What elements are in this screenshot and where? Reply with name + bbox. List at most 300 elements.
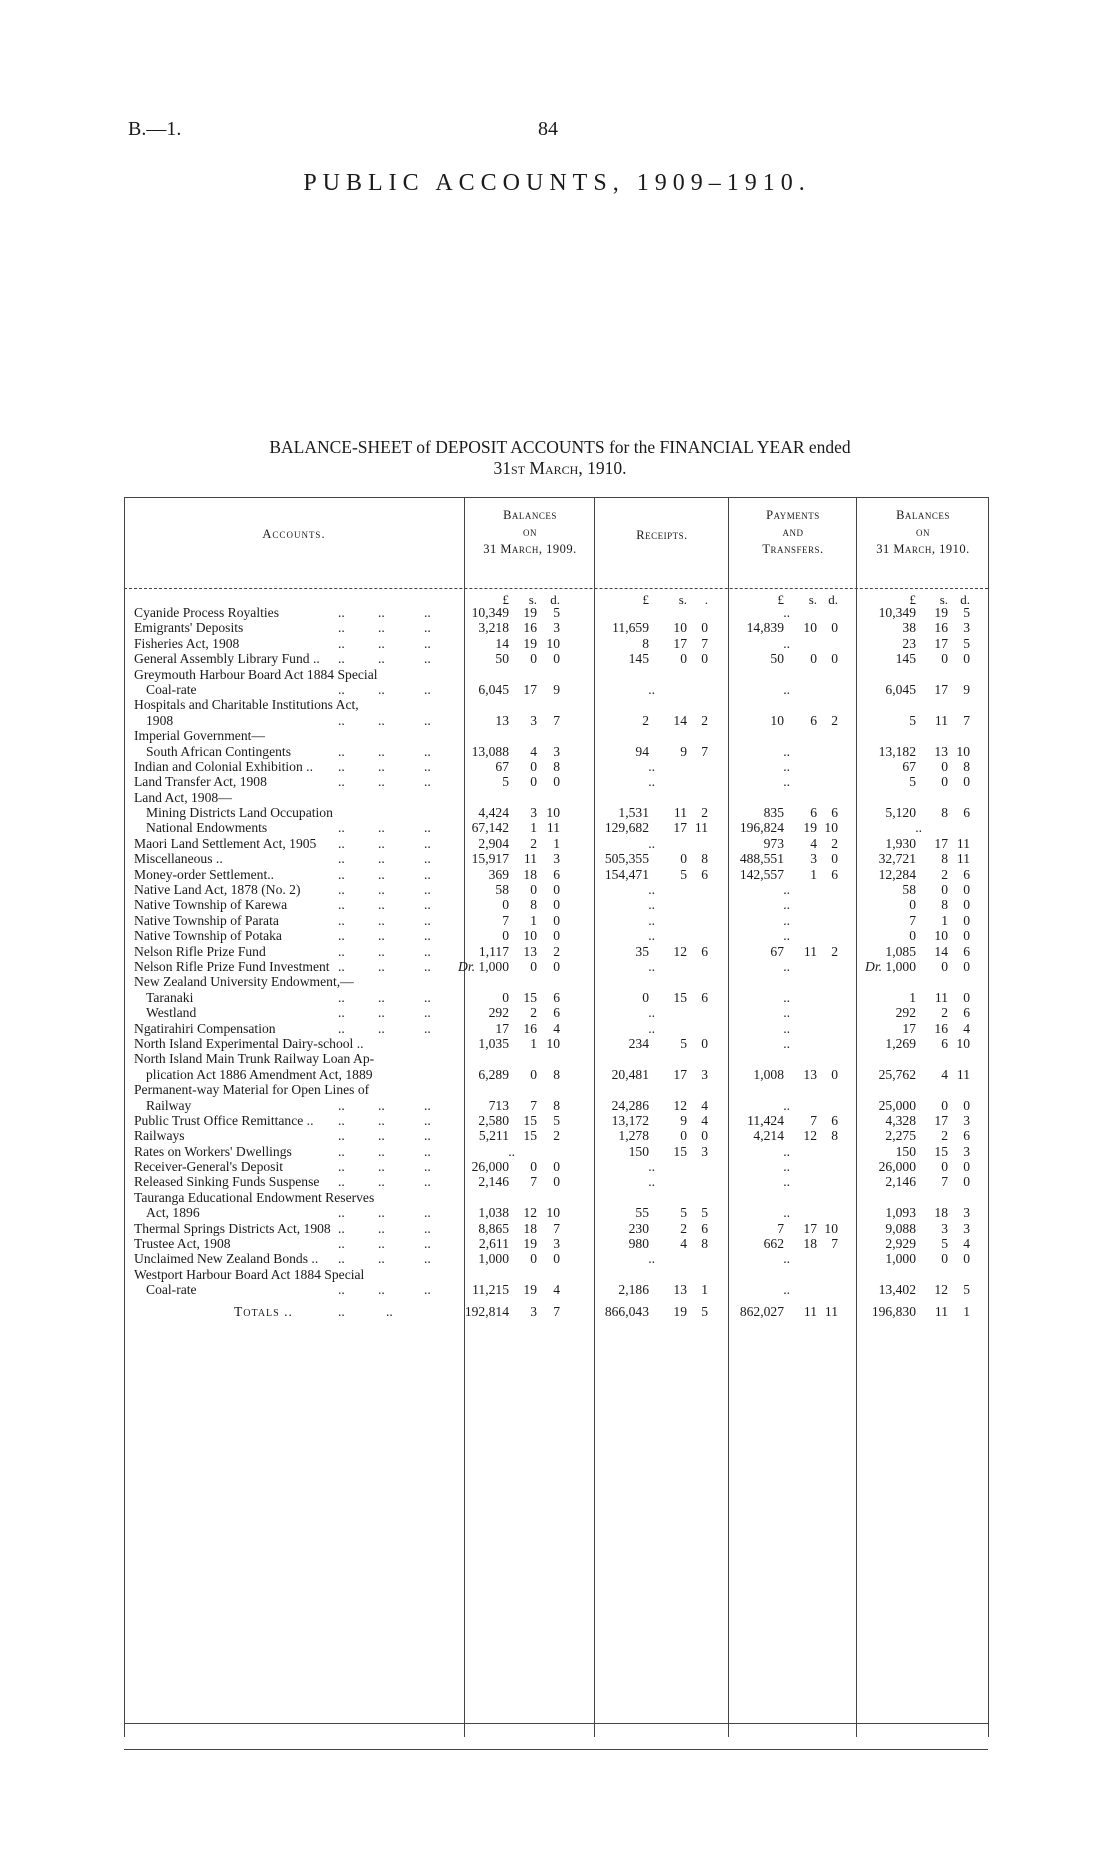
payments-pounds: .. — [783, 1282, 790, 1298]
payments-pence: 0 — [831, 1066, 838, 1082]
account-name: Nelson Rifle Prize Fund — [134, 943, 266, 959]
balance-1910-shillings: 0 — [941, 1251, 948, 1267]
receipts-shillings: 4 — [680, 1236, 687, 1252]
receipts-shillings: 17 — [673, 1066, 687, 1082]
account-name: Greymouth Harbour Board Act 1884 Special — [134, 666, 378, 682]
table-row — [124, 667, 988, 682]
account-name: plication Act 1886 Amendment Act, 1889 — [146, 1066, 373, 1082]
receipts-pounds: .. — [648, 1174, 655, 1190]
account-name: South African Contingents — [146, 743, 291, 759]
account-name: Unclaimed New Zealand Bonds .. — [134, 1251, 319, 1267]
balance-1909-shillings: 16 — [523, 620, 537, 636]
table-row: Cyanide Process Royalties .. .. .. 10,349 19 5 .. 10,349 19 5 — [134, 605, 970, 620]
receipts-pounds: .. — [648, 1020, 655, 1036]
table-row: Native Land Act, 1878 (No. 2) .. .. .. 58 0 0 .. .. 58 0 0 — [134, 882, 970, 898]
balance-1909-pounds: 292 — [488, 1005, 509, 1021]
balance-1910-shillings: 8 — [941, 897, 948, 913]
balance-1909-pence: 0 — [553, 1174, 560, 1190]
account-name: North Island Main Trunk Railway Loan Ap- — [134, 1051, 375, 1067]
balance-1910-pence: 1 — [963, 1303, 970, 1319]
balance-1910-shillings: 16 — [934, 620, 948, 636]
balance-1910-pounds: 0 — [909, 897, 916, 913]
payments-shillings: 10 — [803, 620, 817, 636]
account-name: Imperial Government— — [134, 728, 265, 744]
balance-1910-pounds: 25,762 — [878, 1066, 916, 1082]
receipts-shillings: 0 — [680, 651, 687, 667]
receipts-pence: 2 — [701, 805, 708, 821]
table-row: Coal-rate .. .. .. 11,215 19 4 2,186 13 1 .. 13,402 12 5 — [146, 1282, 970, 1298]
balance-1909-pence: 9 — [553, 681, 560, 697]
unit-col0-shillings: s. — [528, 592, 537, 607]
balance-1910-pounds: 2,929 — [885, 1236, 916, 1252]
balance-1910-pence: 0 — [963, 928, 970, 944]
balance-1909-pence: 0 — [553, 897, 560, 913]
payments-pence: 6 — [831, 866, 838, 882]
payments-pounds: .. — [783, 605, 790, 620]
balance-1909-pence: 8 — [553, 758, 560, 774]
receipts-pounds: 150 — [628, 1143, 649, 1159]
account-name: Released Sinking Funds Suspense — [134, 1174, 320, 1190]
receipts-pence: 0 — [701, 1035, 708, 1051]
balance-1909-pence: 4 — [553, 1020, 560, 1036]
account-name: Land Transfer Act, 1908 — [134, 774, 267, 790]
receipts-shillings: 9 — [680, 743, 687, 759]
balance-1909-pence: 6 — [553, 866, 560, 882]
table-row — [124, 1082, 988, 1097]
balance-1910-pence: 10 — [956, 1035, 970, 1051]
receipts-pounds: 11,659 — [612, 620, 649, 636]
table-row: Railways .. .. .. 5,211 15 2 1,278 0 0 4,214 12 8 2,275 2 6 — [134, 1128, 970, 1144]
balance-1909-shillings: 19 — [523, 1236, 537, 1252]
receipts-pounds: 35 — [635, 943, 649, 959]
table-row: Trustee Act, 1908 .. .. .. 2,611 19 3 980 4 8 662 18 7 2,929 5 4 — [134, 1236, 970, 1252]
payments-shillings: 12 — [803, 1128, 817, 1144]
balance-1909-pence: 1 — [553, 835, 560, 851]
balance-1909-pence: 10 — [546, 805, 560, 821]
balance-1910-shillings: 2 — [941, 1005, 948, 1021]
account-name: Nelson Rifle Prize Fund Investment — [134, 958, 330, 974]
payments-pounds: .. — [783, 1205, 790, 1221]
balance-1910-pence: 3 — [963, 1220, 970, 1236]
receipts-pence: 0 — [701, 651, 708, 667]
balance-1909-pence: 8 — [553, 1066, 560, 1082]
balance-1910-pence: 3 — [963, 1205, 970, 1221]
payments-shillings: 11 — [803, 1303, 817, 1319]
balance-1910-pence: 10 — [956, 743, 970, 759]
balance-1910-shillings: 8 — [941, 851, 948, 867]
balance-1909-pounds: 1,035 — [478, 1035, 509, 1051]
balance-1910-pence: 6 — [963, 866, 970, 882]
balance-1910-pence: 4 — [963, 1020, 970, 1036]
table-row — [124, 805, 988, 820]
balance-1910-shillings: 17 — [934, 1112, 948, 1128]
receipts-pounds: 505,355 — [604, 851, 649, 867]
account-name: Indian and Colonial Exhibition .. — [134, 758, 313, 774]
account-name: Railway — [146, 1097, 192, 1113]
balance-1909-shillings: 11 — [523, 851, 537, 867]
receipts-shillings: 2 — [680, 1220, 687, 1236]
balance-1909-shillings: 15 — [523, 989, 537, 1005]
receipts-pence: 0 — [701, 620, 708, 636]
receipts-pence: 5 — [701, 1205, 708, 1221]
receipts-pounds: .. — [648, 681, 655, 697]
account-name: Native Township of Potaka — [134, 928, 282, 944]
balance-1910-pounds: 67 — [902, 758, 916, 774]
balance-1909-pounds: 1,038 — [478, 1205, 509, 1221]
balance-1909-pence: 10 — [546, 1035, 560, 1051]
receipts-pence: 6 — [701, 1220, 708, 1236]
balance-1910-pounds: 1 — [909, 989, 916, 1005]
receipts-pounds: .. — [648, 912, 655, 928]
balance-1910-pence: 4 — [963, 1236, 970, 1252]
balance-1910-pence: 0 — [963, 774, 970, 790]
balance-1910-pounds: 150 — [895, 1143, 916, 1159]
balance-1910-pence: 6 — [963, 1128, 970, 1144]
account-name: Coal-rate — [146, 1282, 197, 1298]
account-name: Taranaki — [146, 989, 194, 1005]
balance-1910-pence: 11 — [956, 851, 970, 867]
unit-col2-pounds: £ — [777, 592, 784, 607]
account-name: Emigrants' Deposits — [134, 620, 244, 636]
balance-1909-pence: 0 — [553, 928, 560, 944]
balance-1910-pounds: 196,830 — [871, 1303, 916, 1319]
account-name: Cyanide Process Royalties — [134, 605, 279, 620]
account-name: Miscellaneous .. — [134, 851, 223, 867]
receipts-pence: 7 — [701, 635, 708, 651]
table-row — [124, 697, 988, 712]
receipts-pounds: 0 — [642, 989, 649, 1005]
balance-1910-shillings: 6 — [941, 1035, 948, 1051]
table-row: Nelson Rifle Prize Fund .. .. .. 1,117 13 2 35 12 6 67 11 2 1,085 14 6 — [134, 943, 970, 959]
balance-1910-pence: 6 — [963, 1005, 970, 1021]
payments-shillings: 6 — [810, 712, 817, 728]
balance-1910-pence: 5 — [963, 605, 970, 620]
page-number: 84 — [538, 118, 558, 140]
balance-1910-pence: 8 — [963, 758, 970, 774]
receipts-shillings: 5 — [680, 1205, 687, 1221]
table-row — [124, 1036, 988, 1051]
payments-pounds: 67 — [770, 943, 784, 959]
table-row: Nelson Rifle Prize Fund Investment .. .. .. Dr. 1,000 0 0 .. .. Dr. 1,000 0 0 — [134, 958, 970, 974]
table-row: Released Sinking Funds Suspense .. .. .. 2,146 7 0 .. .. 2,146 7 0 — [134, 1174, 970, 1190]
balance-1910-pounds: 2,146 — [885, 1174, 916, 1190]
table-row: Taranaki .. .. .. 0 15 6 0 15 6 .. 1 11 0 — [146, 989, 970, 1005]
payments-pence: 6 — [831, 805, 838, 821]
balance-1910-pence: 7 — [963, 712, 970, 728]
account-name: Westport Harbour Board Act 1884 Special — [134, 1266, 365, 1282]
receipts-shillings: 14 — [673, 712, 687, 728]
receipts-shillings: 15 — [673, 1143, 687, 1159]
balance-1909-pounds: 50 — [495, 651, 509, 667]
table-row: Land Transfer Act, 1908 .. .. .. 5 0 0 .. .. 5 0 0 — [134, 774, 970, 790]
balance-1909-shillings: 19 — [523, 605, 537, 620]
balance-1910-pounds: 17 — [902, 1020, 916, 1036]
table-row: Maori Land Settlement Act, 1905 .. .. .. 2,904 2 1 .. 973 4 2 1,930 17 11 — [134, 835, 970, 851]
payments-pounds: 7 — [777, 1220, 784, 1236]
balance-1909-pounds: 11,215 — [472, 1282, 509, 1298]
table-row: Unclaimed New Zealand Bonds .. .. .. .. 1,000 0 0 .. .. 1,000 0 0 — [134, 1251, 970, 1267]
payments-pounds: .. — [783, 743, 790, 759]
account-name: Public Trust Office Remittance .. — [134, 1112, 314, 1128]
balance-1910-shillings: 12 — [934, 1282, 948, 1298]
receipts-pounds: 8 — [642, 635, 649, 651]
balance-1909-pounds: 58 — [495, 882, 509, 898]
balance-1910-shillings: 0 — [941, 651, 948, 667]
balance-1909-shillings: 12 — [523, 1205, 537, 1221]
receipts-pence: 8 — [701, 1236, 708, 1252]
account-rows — [124, 605, 988, 1319]
balance-1909-pounds: 5 — [502, 774, 509, 790]
receipts-pence: 2 — [701, 712, 708, 728]
balance-1909-shillings: 1 — [530, 1035, 537, 1051]
balance-1910-pounds: 38 — [902, 620, 916, 636]
receipts-pence: 1 — [701, 1282, 708, 1298]
payments-shillings: 19 — [803, 820, 817, 836]
payments-pounds: 14,839 — [746, 620, 784, 636]
payments-shillings: 17 — [803, 1220, 817, 1236]
balance-1909-shillings: 0 — [530, 774, 537, 790]
receipts-pence: 4 — [701, 1112, 708, 1128]
receipts-pounds: .. — [648, 1251, 655, 1267]
balance-1909-pence: 7 — [553, 1303, 560, 1319]
balance-1910-shillings: 2 — [941, 1128, 948, 1144]
receipts-pence: 7 — [701, 743, 708, 759]
balance-1910-pence: 6 — [963, 943, 970, 959]
unit-col1-shillings: s. — [678, 592, 687, 607]
column-rule — [988, 497, 989, 1737]
receipts-pounds: .. — [648, 958, 655, 974]
sheet-title-line2: 31st March, 1910. — [493, 458, 627, 478]
payments-shillings: 1 — [810, 866, 817, 882]
payments-pounds: 973 — [763, 835, 784, 851]
balance-1909-pounds: 0 — [502, 897, 509, 913]
payments-shillings: 18 — [803, 1236, 817, 1252]
payments-pence: 2 — [831, 943, 838, 959]
balance-1910-pence: 5 — [963, 1282, 970, 1298]
receipts-pounds: 980 — [628, 1236, 649, 1252]
balance-1909-pounds: 17 — [495, 1020, 509, 1036]
balance-1909-shillings: 8 — [530, 897, 537, 913]
payments-pounds: .. — [783, 882, 790, 898]
payments-pounds: .. — [783, 635, 790, 651]
receipts-shillings: 15 — [673, 989, 687, 1005]
receipts-pounds: .. — [648, 835, 655, 851]
balance-1909-pence: 10 — [546, 1205, 560, 1221]
balance-1909-shillings: 0 — [530, 958, 537, 974]
balance-1909-pence: 3 — [553, 851, 560, 867]
payments-shillings: 4 — [810, 835, 817, 851]
balance-1909-shillings: 0 — [530, 882, 537, 898]
account-name: Native Township of Karewa — [134, 897, 288, 913]
table-row: Money-order Settlement.. .. .. .. 369 18 6 154,471 5 6 142,557 1 6 12,284 2 6 — [134, 866, 970, 882]
payments-pounds: 662 — [763, 1236, 784, 1252]
receipts-pence: 8 — [701, 851, 708, 867]
column-header-receipts: Receipts. — [636, 528, 688, 542]
payments-pounds: .. — [783, 681, 790, 697]
balance-1909-pounds: .. — [508, 1143, 515, 1159]
balance-1910-pounds: 10,349 — [878, 605, 916, 620]
balance-1909-pounds: 1,000 — [478, 1251, 509, 1267]
page-title: PUBLIC ACCOUNTS, 1909–1910. — [303, 170, 811, 196]
balance-1909-shillings: 16 — [523, 1020, 537, 1036]
receipts-pence: 11 — [694, 820, 708, 836]
sheet-title-line1: BALANCE-SHEET of DEPOSIT ACCOUNTS for the FINANCIAL YEAR ended — [269, 437, 851, 457]
balance-1909-pounds: 7 — [502, 912, 509, 928]
balance-1909-pence: 7 — [553, 1220, 560, 1236]
balance-1910-shillings: 1 — [941, 912, 948, 928]
table-row: Miscellaneous .. .. .. .. 15,917 11 3 505,355 0 8 488,551 3 0 32,721 8 11 — [134, 851, 970, 867]
table-row: Westland .. .. .. 292 2 6 .. .. 292 2 6 — [146, 1005, 970, 1021]
balance-1909-pence: 11 — [546, 820, 560, 836]
receipts-pounds: 1,278 — [618, 1128, 649, 1144]
balance-1909-pounds: 3,218 — [478, 620, 509, 636]
account-name: Mining Districts Land Occupation — [146, 805, 333, 821]
balance-1910-pence: 0 — [963, 1174, 970, 1190]
payments-pounds: 1,008 — [753, 1066, 784, 1082]
receipts-pence: 6 — [701, 866, 708, 882]
receipts-shillings: 12 — [673, 1097, 687, 1113]
payments-shillings: 0 — [810, 651, 817, 667]
balance-1910-shillings: 0 — [941, 882, 948, 898]
balance-1909-pence: 0 — [553, 882, 560, 898]
payments-pounds: 50 — [770, 651, 784, 667]
balance-1909-pounds: 713 — [488, 1097, 509, 1113]
payments-pounds: .. — [783, 912, 790, 928]
balance-1909-shillings: 2 — [530, 1005, 537, 1021]
payments-pence: 2 — [831, 712, 838, 728]
unit-col1-pounds: £ — [642, 592, 649, 607]
table-row: Emigrants' Deposits .. .. .. 3,218 16 3 11,659 10 0 14,839 10 0 38 16 3 — [134, 620, 970, 636]
table-bottom-rule — [124, 1749, 988, 1750]
table-row: Fisheries Act, 1908 .. .. .. 14 19 10 8 17 7 .. 23 17 5 — [134, 635, 970, 651]
balance-1909-shillings: 15 — [523, 1112, 537, 1128]
balance-1910-pence: 3 — [963, 1112, 970, 1128]
receipts-pence: 6 — [701, 943, 708, 959]
balance-1910-shillings: 8 — [941, 805, 948, 821]
account-name: Fisheries Act, 1908 — [134, 635, 240, 651]
receipts-pence: 3 — [701, 1066, 708, 1082]
balance-1910-shillings: 19 — [934, 605, 948, 620]
account-name: Railways — [134, 1128, 185, 1144]
balance-1910-shillings: 4 — [941, 1066, 948, 1082]
balance-1909-pence: 0 — [553, 1251, 560, 1267]
balance-1910-shillings: 17 — [934, 635, 948, 651]
balance-1910-pounds: 0 — [909, 928, 916, 944]
unit-col0-pence: d. — [550, 592, 560, 607]
balance-1909-pence: 2 — [553, 943, 560, 959]
balance-1910-pounds: 7 — [909, 912, 916, 928]
account-name: Native Township of Parata — [134, 912, 279, 928]
balance-1909-pounds: 2,580 — [478, 1112, 509, 1128]
payments-pounds: 142,557 — [739, 866, 784, 882]
balance-1909-pounds: 14 — [495, 635, 509, 651]
totals-top-rule — [124, 1723, 988, 1724]
receipts-shillings: 11 — [673, 805, 687, 821]
payments-pounds: 862,027 — [739, 1303, 784, 1319]
balance-1910-shillings: 14 — [934, 943, 948, 959]
table-row: Railway .. .. .. 713 7 8 24,286 12 4 .. 25,000 0 0 — [146, 1097, 970, 1113]
sheet-title — [120, 437, 1000, 479]
balance-1909-pence: 5 — [553, 605, 560, 620]
balance-1910-pence: 0 — [963, 1097, 970, 1113]
balance-1910-shillings: 0 — [941, 958, 948, 974]
receipts-shillings: 10 — [673, 620, 687, 636]
receipts-pounds: 154,471 — [604, 866, 649, 882]
table-row — [124, 1267, 988, 1282]
balance-1909-shillings: 0 — [530, 1066, 537, 1082]
receipts-shillings: 13 — [673, 1282, 687, 1298]
balance-1910-pence: 0 — [963, 912, 970, 928]
column-header-payments: Payments and Transfers. — [762, 508, 824, 556]
balance-1909-shillings: 15 — [523, 1128, 537, 1144]
payments-pounds: .. — [783, 928, 790, 944]
receipts-pounds: .. — [648, 897, 655, 913]
payments-pounds: 196,824 — [739, 820, 784, 836]
payments-shillings: 11 — [803, 943, 817, 959]
table-row — [124, 1190, 988, 1205]
balance-1909-shillings: 0 — [530, 758, 537, 774]
receipts-pounds: 2,186 — [618, 1282, 649, 1298]
balance-1910-pounds: 1,269 — [885, 1035, 916, 1051]
balance-1910-pounds: 32,721 — [878, 851, 916, 867]
balance-1909-pounds: 6,045 — [478, 681, 509, 697]
receipts-pounds: 866,043 — [604, 1303, 649, 1319]
receipts-shillings: 17 — [673, 635, 687, 651]
table-row — [124, 1067, 988, 1082]
balance-1910-pounds: 1,000 — [885, 1251, 916, 1267]
receipts-pounds: 55 — [635, 1205, 649, 1221]
account-name: Hospitals and Charitable Institutions Act, — [134, 697, 359, 713]
payments-pounds: 10 — [770, 712, 784, 728]
balance-1910-pounds: 5,120 — [885, 805, 916, 821]
balance-1909-pounds: Dr. 1,000 — [458, 958, 509, 974]
table-row: National Endowments .. .. .. 67,142 1 11 129,682 17 11 196,824 19 10 .. — [146, 820, 922, 836]
balance-1909-pounds: 67 — [495, 758, 509, 774]
table-row: Native Township of Potaka .. .. .. 0 10 0 .. .. 0 10 0 — [134, 928, 970, 944]
balance-1910-pounds: 13,182 — [878, 743, 916, 759]
balance-1909-pounds: 6,289 — [478, 1066, 509, 1082]
balance-1909-shillings: 17 — [523, 681, 537, 697]
balance-1909-shillings: 18 — [523, 866, 537, 882]
unit-col2-shillings: s. — [808, 592, 817, 607]
account-name: General Assembly Library Fund .. — [134, 651, 320, 667]
balance-1909-pence: 7 — [553, 712, 560, 728]
receipts-shillings: 0 — [680, 1128, 687, 1144]
balance-1910-pounds: 12,284 — [878, 866, 916, 882]
balance-1909-shillings: 3 — [530, 805, 537, 821]
receipts-pence: 0 — [701, 1128, 708, 1144]
account-name: Act, 1896 — [146, 1205, 200, 1221]
balance-1910-pounds: Dr. 1,000 — [865, 958, 916, 974]
balance-1910-shillings: 18 — [934, 1205, 948, 1221]
unit-col3-pounds: £ — [909, 592, 916, 607]
balance-1909-pence: 0 — [553, 912, 560, 928]
column-header-accounts: Accounts. — [262, 527, 326, 541]
payments-pounds: .. — [783, 989, 790, 1005]
balance-1909-pence: 10 — [546, 635, 560, 651]
account-name: New Zealand University Endowment,— — [134, 974, 354, 990]
table-row: Public Trust Office Remittance .. .. .. .. 2,580 15 5 13,172 9 4 11,424 7 6 4,328 17 3 — [134, 1112, 970, 1128]
payments-shillings: 13 — [803, 1066, 817, 1082]
payments-pounds: .. — [783, 1143, 790, 1159]
payments-pounds: .. — [783, 758, 790, 774]
balance-1910-pounds: 58 — [902, 882, 916, 898]
balance-1909-pounds: 5,211 — [478, 1128, 509, 1144]
balance-1909-shillings: 1 — [530, 912, 537, 928]
balance-1909-pounds: 15,917 — [471, 851, 509, 867]
balance-1909-shillings: 13 — [523, 943, 537, 959]
balance-1910-pounds: 1,093 — [885, 1205, 916, 1221]
